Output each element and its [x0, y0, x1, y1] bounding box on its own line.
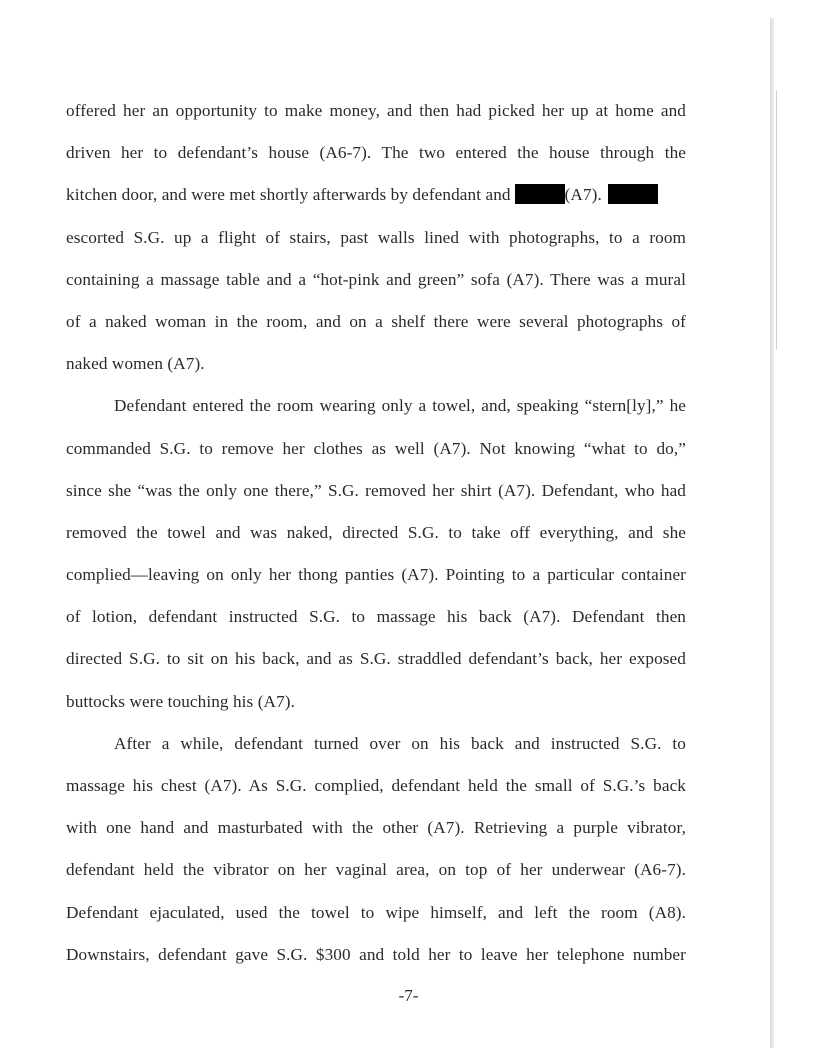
text-line: Defendant ejaculated, used the towel to wipe himself, and left the room (A8). — [66, 902, 686, 922]
text-line: After a while, defendant turned over on his back and instructed S.G. to — [114, 733, 686, 753]
scan-edge — [770, 18, 774, 1048]
text-segment: (A7). — [564, 185, 602, 205]
text-segment: kitchen door, and were met shortly afterwards by defendant and — [66, 185, 511, 205]
text-line: massage his chest (A7). As S.G. complied, defendant held the small of S.G.’s back — [66, 776, 686, 795]
text-line: commanded S.G. to remove her clothes as well (A7). Not knowing “what to do,” — [66, 438, 686, 458]
text-line: naked women (A7). — [66, 354, 205, 374]
text-line: since she “was the only one there,” S.G. removed her shirt (A7). Defendant, who had — [66, 480, 686, 500]
text-line: containing a massage table and a “hot-pink and green” sofa (A7). There was a mural — [66, 269, 686, 289]
text-line: complied—leaving on only her thong panties (A7). Pointing to a particular container — [66, 565, 686, 585]
text-line: buttocks were touching his (A7). — [66, 691, 295, 711]
text-line: removed the towel and was naked, directed S.G. to take off everything, and she — [66, 522, 686, 542]
text-line: of lotion, defendant instructed S.G. to massage his back (A7). Defendant then — [66, 607, 686, 627]
text-line: Downstairs, defendant gave S.G. $300 and told her to leave her telephone number — [66, 944, 686, 964]
text-line: escorted S.G. up a flight of stairs, past walls lined with photographs, to a room — [66, 227, 686, 247]
text-line: of a naked woman in the room, and on a shelf there were several photographs of — [66, 311, 686, 331]
redaction-block — [608, 184, 658, 204]
scan-edge-marks — [776, 90, 785, 350]
text-line: driven her to defendant’s house (A6-7). The two entered the house through the — [66, 143, 686, 163]
text-line: directed S.G. to sit on his back, and as S.G. straddled defendant’s back, her exposed — [66, 649, 686, 669]
text-line: offered her an opportunity to make money, and then had picked her up at home and — [66, 101, 686, 120]
text-line: Defendant entered the room wearing only a towel, and, speaking “stern[ly],” he — [114, 396, 686, 416]
redaction-block — [515, 184, 565, 204]
text-line-with-redactions — [66, 174, 686, 216]
text-line: with one hand and masturbated with the other (A7). Retrieving a purple vibrator, — [66, 818, 686, 838]
page-number: -7- — [398, 986, 419, 1005]
text-line: defendant held the vibrator on her vaginal area, on top of her underwear (A6-7). — [66, 860, 686, 880]
body-text — [66, 90, 686, 976]
